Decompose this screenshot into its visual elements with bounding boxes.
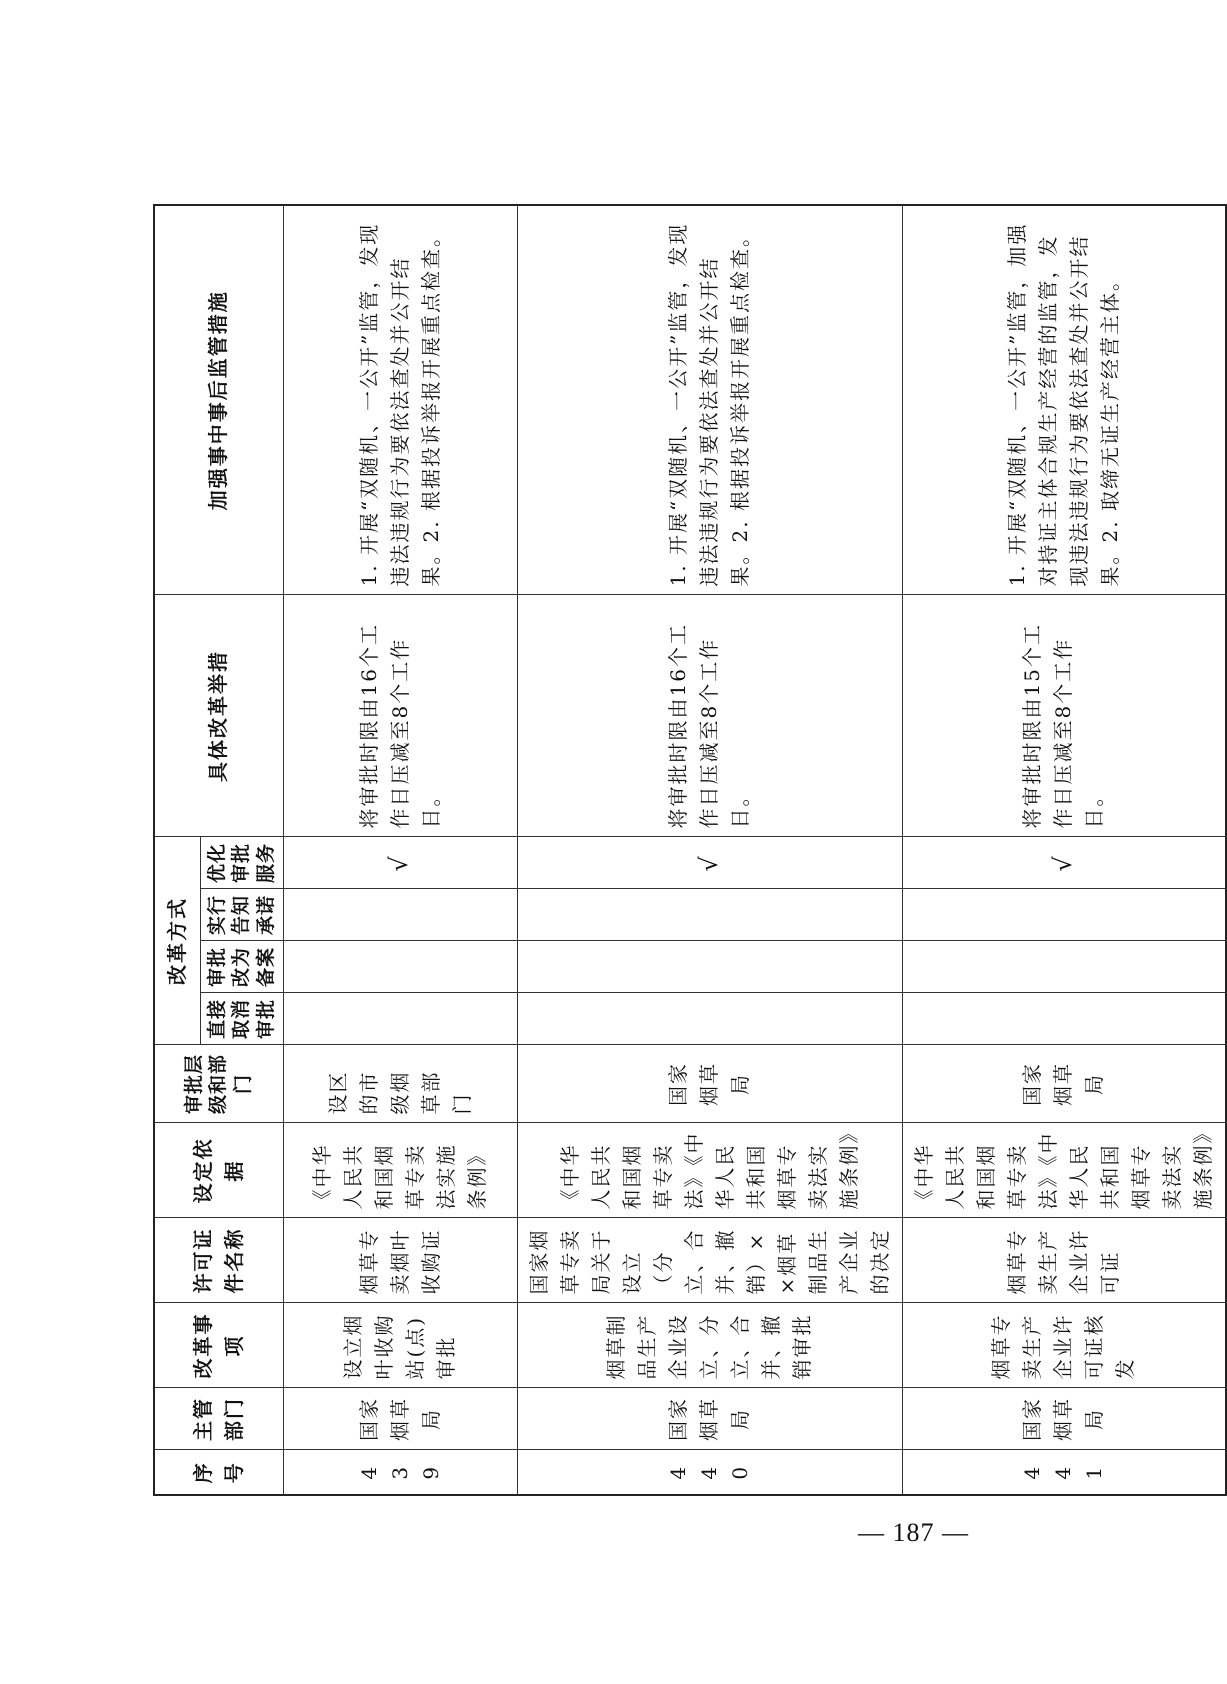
header-seq: 序号 [154, 1450, 283, 1495]
cell-level: 设区的市级烟草部门 [283, 1045, 517, 1123]
cell-mode-cancel [902, 993, 1226, 1045]
header-license: 许可证件名称 [154, 1218, 283, 1303]
cell-seq: 440 [517, 1450, 902, 1495]
header-mode-cancel: 直接取消审批 [200, 993, 283, 1045]
cell-seq: 439 [283, 1450, 517, 1495]
cell-mode-record [902, 941, 1226, 993]
cell-item: 烟草专卖生产企业许可证核发 [902, 1303, 1226, 1388]
cell-mode-record [517, 941, 902, 993]
check-mark-icon: √ [902, 837, 1226, 889]
check-mark-icon: √ [517, 837, 902, 889]
cell-level: 国家烟草局 [517, 1045, 902, 1123]
cell-dept: 国家烟草局 [517, 1388, 902, 1450]
cell-license: 烟草专卖烟叶收购证 [283, 1218, 517, 1303]
rotated-table-container [153, 206, 1215, 1496]
cell-measures: 将审批时限由15个工作日压减至8个工作日。 [902, 595, 1226, 837]
cell-supervision: 1. 开展“双随机、一公开”监管，发现违法违规行为要依法查处并公开结果。2. 根据投诉举报开展重点检查。 [283, 205, 517, 595]
cell-dept: 国家烟草局 [902, 1388, 1226, 1450]
cell-measures: 将审批时限由16个工作日压减至8个工作日。 [283, 595, 517, 837]
cell-level: 国家烟草局 [902, 1045, 1226, 1123]
cell-basis: 《中华人民共和国烟草专卖法实施条例》 [283, 1123, 517, 1218]
cell-seq: 441 [902, 1450, 1226, 1495]
cell-supervision: 1. 开展“双随机、一公开”监管，加强对持证主体合规生产经营的监管，发现违法违规行为要依法查处并公开结果。2. 取缔无证生产经营主体。 [902, 205, 1226, 595]
cell-mode-record [283, 941, 517, 993]
cell-dept: 国家烟草局 [283, 1388, 517, 1450]
cell-basis: 《中华人民共和国烟草专卖法》《中华人民共和国烟草专卖法实施条例》 [902, 1123, 1226, 1218]
cell-mode-cancel [517, 993, 902, 1045]
header-row-1 [154, 205, 200, 1495]
table-row [902, 205, 1226, 1495]
cell-license: 烟草专卖生产企业许可证 [902, 1218, 1226, 1303]
header-item: 改革事项 [154, 1303, 283, 1388]
header-mode-promise: 实行告知承诺 [200, 889, 283, 941]
table-row [517, 205, 902, 1495]
header-reform-mode: 改革方式 [154, 837, 200, 1045]
header-basis: 设定依据 [154, 1123, 283, 1218]
cell-mode-promise [283, 889, 517, 941]
cell-mode-promise [902, 889, 1226, 941]
cell-mode-cancel [283, 993, 517, 1045]
page-number: — 187 — [858, 1518, 969, 1547]
reform-table [153, 204, 1227, 1496]
cell-measures: 将审批时限由16个工作日压减至8个工作日。 [517, 595, 902, 837]
header-mode-record: 审批改为备案 [200, 941, 283, 993]
header-level: 审批层级和部门 [154, 1045, 283, 1123]
table-row [283, 205, 517, 1495]
cell-license: 国家烟草专卖局关于设立（分立、合并、撤销）××烟草制品生产企业的决定 [517, 1218, 902, 1303]
check-mark-icon: √ [283, 837, 517, 889]
cell-item: 烟草制品生产企业设立、分立、合并、撤销审批 [517, 1303, 902, 1388]
cell-basis: 《中华人民共和国烟草专卖法》《中华人民共和国烟草专卖法实施条例》 [517, 1123, 902, 1218]
header-measures: 具体改革举措 [154, 595, 283, 837]
header-supervision: 加强事中事后监管措施 [154, 205, 283, 595]
cell-mode-promise [517, 889, 902, 941]
cell-item: 设立烟叶收购站(点)审批 [283, 1303, 517, 1388]
header-mode-optimize: 优化审批服务 [200, 837, 283, 889]
cell-supervision: 1. 开展“双随机、一公开”监管，发现违法违规行为要依法查处并公开结果。2. 根据投诉举报开展重点检查。 [517, 205, 902, 595]
header-dept: 主管部门 [154, 1388, 283, 1450]
